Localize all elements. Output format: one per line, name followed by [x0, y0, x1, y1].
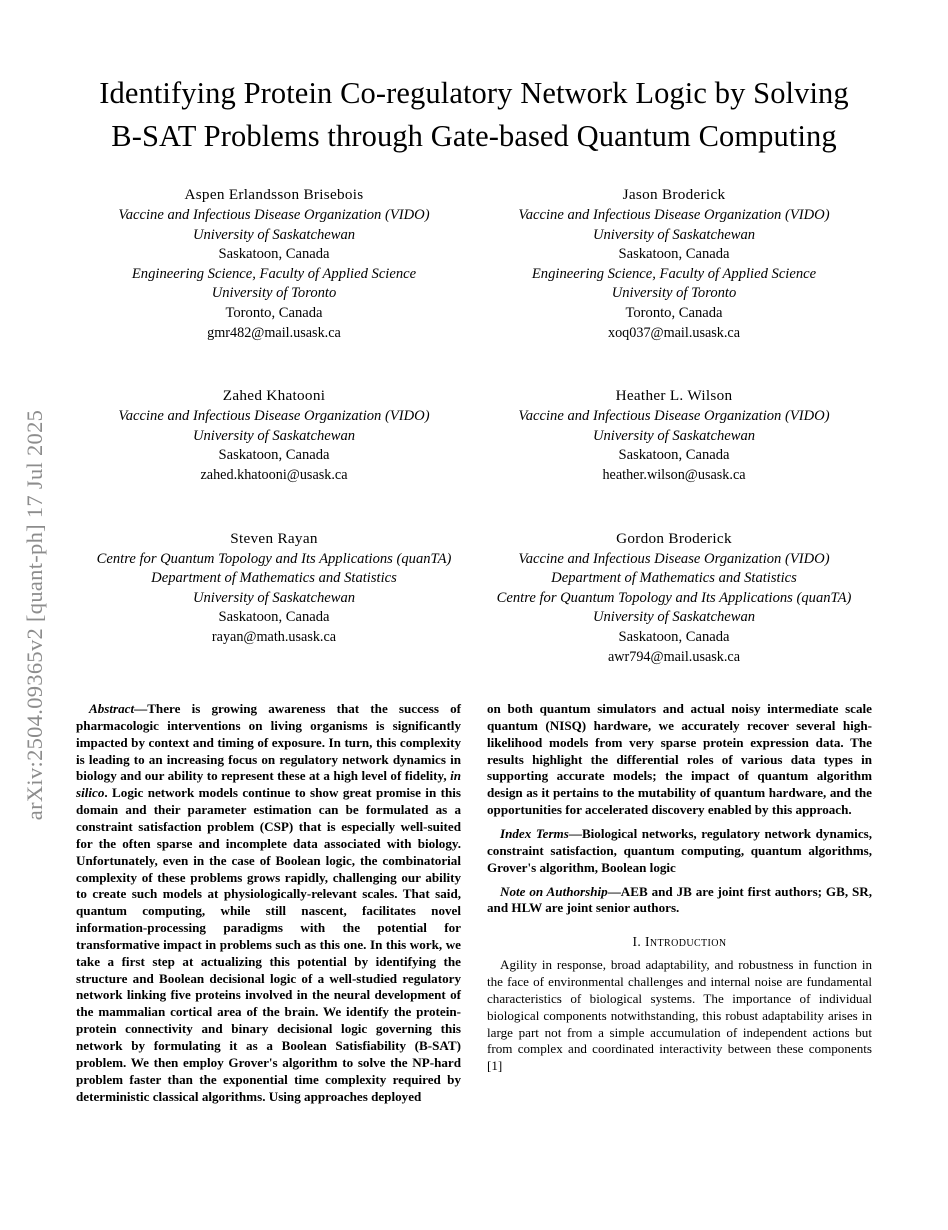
author-affiliation: Engineering Science, Faculty of Applied Science — [131, 265, 417, 282]
author-name: Aspen Erlandsson Brisebois — [184, 186, 364, 203]
author-affiliation: Engineering Science, Faculty of Applied Science — [531, 265, 817, 282]
author-block-steven-rayan — [74, 528, 474, 668]
index-terms-dash: — — [568, 826, 582, 841]
author-affiliation: Centre for Quantum Topology and Its Applications (quanTA) — [496, 589, 852, 606]
abstract-text-part1: There is growing awareness that the success of pharmacologic interventions on living organisms is significantly impacted by context and timing of exposure. In turn, this complexity is leading to an increasing focus on regulatory network dynamics in biology and our ability to represent these at a high level of fidelity, — [76, 701, 461, 784]
note-on-authorship-label: Note on Authorship — [500, 883, 608, 899]
authors-area — [74, 158, 874, 667]
abstract-italic-phrase: in silico — [76, 768, 461, 801]
author-city: Saskatoon, Canada — [618, 447, 730, 464]
author-block-zahed-khatooni — [74, 385, 474, 485]
column-right — [474, 701, 872, 1105]
note-on-authorship-paragraph — [487, 884, 872, 918]
author-affiliation: University of Saskatchewan — [192, 226, 356, 243]
author-affiliation: University of Saskatchewan — [192, 589, 356, 606]
spacer — [487, 877, 872, 884]
author-email[interactable]: xoq037@mail.usask.ca — [607, 324, 741, 341]
author-email[interactable]: gmr482@mail.usask.ca — [207, 324, 341, 341]
author-affiliation: Vaccine and Infectious Disease Organization (VIDO) — [118, 207, 430, 223]
author-name: Zahed Khatooni — [222, 387, 326, 405]
body-columns — [74, 701, 874, 1105]
author-row — [74, 528, 874, 668]
author-city: Saskatoon, Canada — [618, 628, 730, 645]
author-city: Toronto, Canada — [225, 304, 323, 321]
author-affiliation: Department of Mathematics and Statistics — [551, 570, 797, 587]
abstract-dash: — — [134, 701, 148, 717]
abstract-paragraph — [76, 701, 461, 1105]
author-email[interactable]: rayan@math.usask.ca — [211, 628, 337, 645]
author-name: Steven Rayan — [230, 529, 318, 547]
author-city: Toronto, Canada — [625, 304, 723, 321]
spacer — [487, 819, 872, 826]
author-block-jason-broderick — [474, 184, 874, 343]
author-block-aspen-erlandsson-brisebois — [74, 184, 474, 343]
author-affiliation: University of Toronto — [611, 285, 737, 302]
author-city: Saskatoon, Canada — [618, 246, 730, 263]
author-affiliation: University of Saskatchewan — [592, 226, 756, 243]
index-terms-text: Biological networks, regulatory network dynamics, constraint satisfaction, quantum computing, quantum algorithms, Grover's algorithm, Boolean logic — [487, 826, 872, 875]
paper-page — [74, 0, 874, 1230]
abstract-text-part2: . Logic network models continue to show great promise in this domain and their parameter estimation can be formulated as a constraint satisfaction problem (CSP) that is especially well-suited for the often sparse and incomplete data associated with biology. Unfortunately, even in the case of Boolean logic, the combinatorial complexity of these problems grows rapidly, challenging our ability to create such models at physiologically-relevant scales. That said, quantum computing, while still nascent, facilitates novel information-processing paradigms with the potential for transformative impact in problems such as this one. In this work, we take a first step at actualizing this potential by identifying the structure and Boolean decisional logic of a well-studied regulatory network linking five proteins involved in the neural development of the mammalian cortical area of the brain. We identify the protein-protein connectivity and binary decisional logic governing this network by formulating it as a Boolean Satisfiability (B-SAT) problem. We then employ Grover's algorithm to solve the NP-hard problem faster than the exponential time complexity required by deterministic classical algorithms. Using approaches deployed — [76, 785, 461, 1104]
author-affiliation: Vaccine and Infectious Disease Organization (VIDO) — [118, 408, 430, 425]
author-affiliation: Vaccine and Infectious Disease Organization (VIDO) — [518, 550, 830, 567]
author-name: Gordon Broderick — [616, 529, 732, 547]
author-city: Saskatoon, Canada — [218, 246, 330, 263]
author-block-gordon-broderick — [474, 528, 874, 668]
author-name: Jason Broderick — [622, 186, 726, 203]
author-affiliation: University of Saskatchewan — [192, 427, 356, 444]
index-terms-paragraph — [487, 826, 872, 877]
author-affiliation: Centre for Quantum Topology and Its Applications (quanTA) — [96, 550, 452, 567]
author-row — [74, 184, 874, 343]
introduction-paragraph: Agility in response, broad adaptability, and robustness in function in the face of environmental challenges and internal noise are fundamental characteristics of biological systems. The importance of individual biological components notwithstanding, this robust adaptability arises in large part not from a simple accumulation of independent actions but from complex and coordinated interactivity between these components [1] — [487, 957, 872, 1074]
index-terms-label: Index Terms — [500, 826, 569, 841]
author-affiliation: University of Toronto — [211, 285, 337, 302]
note-on-authorship-text: AEB and JB are joint first authors; GB, SR, and HLW are joint senior authors. — [487, 883, 872, 916]
author-affiliation: Vaccine and Infectious Disease Organization (VIDO) — [518, 408, 830, 425]
author-affiliation: University of Saskatchewan — [592, 427, 756, 444]
author-affiliation: University of Saskatchewan — [592, 609, 756, 626]
author-city: Saskatoon, Canada — [218, 447, 330, 464]
arxiv-stamp-text: arXiv:2504.09365v2 [quant-ph] 17 Jul 2025 — [22, 409, 47, 821]
author-row — [74, 385, 874, 485]
column-left — [76, 701, 474, 1105]
author-email[interactable]: heather.wilson@usask.ca — [602, 466, 746, 483]
author-name: Heather L. Wilson — [615, 387, 733, 405]
note-on-authorship-dash: — — [607, 883, 621, 899]
section-heading-introduction: I. Introduction — [632, 934, 727, 950]
arxiv-stamp — [0, 0, 70, 1230]
author-affiliation: Department of Mathematics and Statistics — [151, 570, 397, 587]
author-block-heather-l-wilson — [474, 385, 874, 485]
abstract-continuation: on both quantum simulators and actual noisy intermediate scale quantum (NISQ) hardware, we accurately recover several high-likelihood models from very sparse protein expression data. The results highlight the differential roles of various data types in supporting accurate models; the impact of quantum algorithm design as it pertains to the mutability of quantum hardware, and the opportunities for accelerated discovery enabled by this approach. — [487, 701, 872, 818]
author-affiliation: Vaccine and Infectious Disease Organization (VIDO) — [518, 207, 830, 223]
abstract-label: Abstract — [89, 701, 135, 717]
page-title: Identifying Protein Co-regulatory Network Logic by Solving B-SAT Problems through Gate-based Quantum Computing — [99, 76, 849, 153]
author-email[interactable]: awr794@mail.usask.ca — [607, 648, 741, 665]
author-email[interactable]: zahed.khatooni@usask.ca — [200, 466, 348, 483]
author-city: Saskatoon, Canada — [218, 609, 330, 626]
